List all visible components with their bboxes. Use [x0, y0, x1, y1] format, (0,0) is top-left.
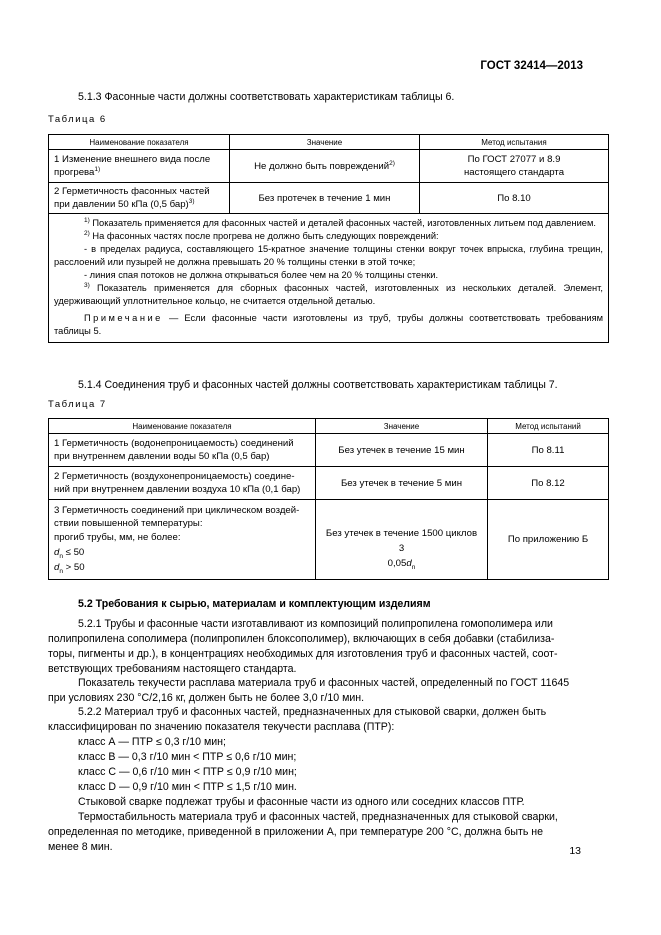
cell-line: 3 — [398, 543, 405, 554]
text-line: полипропилена сополимера (полипропилен блоксополимер), включающих в себя добавки (стабилиза- — [48, 633, 555, 645]
text-line: торы, пигменты и др.), в концентрациях необходимых для изготовления труб и фасонных частей, соот- — [48, 648, 558, 660]
cell-line: ствии повышенной температуры: — [54, 518, 203, 529]
footnote-text: Показатель применяется для сборных фасонных частей, изготовленных из нескольких деталей. Элемент, удерживающий уплотнительное кольцо, не считается отдельной деталью. — [54, 283, 603, 306]
table-cell-value — [230, 150, 420, 183]
cell-line: настоящего стандарта — [463, 167, 565, 178]
text-line: Термостабильность материала труб и фасонных частей, предназначенных для стыковой сварки, — [78, 811, 558, 823]
table-6-remark — [54, 312, 603, 338]
table-cell-name — [49, 183, 230, 214]
footnote-mark: 2) — [389, 159, 395, 167]
footnote-mark: 1) — [94, 165, 101, 173]
table-7-header-value: Значение — [316, 419, 488, 434]
footnote-text: Показатель применяется для фасонных частей и деталей фасонных частей, изготовленных литьем под давлением. — [89, 218, 596, 228]
cell-line — [54, 198, 224, 211]
thermostability-paragraph — [48, 810, 610, 855]
table-cell-value: Без утечек в течение 5 мин — [316, 467, 488, 500]
cell-line: 1 Изменение внешнего вида после — [54, 154, 211, 165]
diameter-subscript: n — [59, 552, 63, 560]
text-line: 5.2.1 Трубы и фасонные части изготавливают из композиций полипропилена гомополимера или — [78, 618, 553, 630]
table-6-header-method: Метод испытания — [420, 135, 609, 150]
remark-text: — Если фасонные части изготовлены из труб, трубы должны соответствовать требованиям таблицы 5. — [54, 313, 603, 336]
list-item: класс В — 0,3 г/10 мин < ПТР ≤ 0,6 г/10 мин; — [78, 751, 297, 763]
footnote-mark: 3) — [188, 197, 195, 205]
clause-5-1-4: 5.1.4 Соединения труб и фасонных частей должны соответствовать характеристикам таблицы 7. — [78, 379, 558, 391]
list-item: класс А — ПТР ≤ 0,3 г/10 мин; — [78, 736, 226, 748]
table-row — [49, 150, 609, 183]
cell-line: прогиб трубы, мм, не более: — [54, 532, 181, 543]
text-line: при условиях 230 °С/2,16 кг, должен быть не более 3,0 г/10 мин. — [48, 692, 365, 704]
cell-line — [321, 556, 482, 571]
cell-line: 3 Герметичность соединений при циклическом воздей- — [54, 505, 300, 516]
cell-line: при внутреннем давлении воды 50 кПа (0,5 бар) — [54, 451, 270, 462]
section-5-2-heading: 5.2 Требования к сырью, материалам и комплектующим изделиям — [78, 598, 431, 610]
cell-text: при давлении 50 кПа (0,5 бар) — [54, 199, 189, 210]
table-row — [49, 467, 609, 500]
document-id-header: ГОСТ 32414—2013 — [480, 60, 583, 72]
cell-line: 2 Герметичность фасонных частей — [54, 186, 210, 197]
table-cell-method — [420, 150, 609, 183]
footnote-mark: 2) — [84, 229, 90, 237]
cell-line — [54, 545, 310, 560]
table-7-header-name: Наименование показателя — [49, 419, 316, 434]
footnote-1 — [54, 217, 603, 230]
footnote-3 — [54, 282, 603, 308]
text-line: Показатель текучести расплава материала труб и фасонных частей, определенный по ГОСТ 11645 — [78, 677, 570, 689]
text-line: ветствующих требованиям настоящего стандарта. — [48, 663, 297, 675]
table-row — [49, 500, 609, 580]
ptr-classes-list — [78, 735, 297, 795]
table-6 — [48, 134, 609, 343]
table-cell-value: Без утечек в течение 15 мин — [316, 434, 488, 467]
diameter-subscript: n — [411, 563, 416, 571]
table-6-notes — [49, 214, 609, 343]
cell-text: ≤ 50 — [62, 547, 85, 558]
table-6-caption: Таблица 6 — [48, 114, 107, 125]
cell-text: прогрева — [54, 167, 95, 178]
table-cell-method: По 8.11 — [488, 434, 609, 467]
cell-text: Не должно быть повреждений — [254, 160, 390, 172]
footnote-2-item-1: - в пределах радиуса, составляющего 15-кратное значение толщины стенки вокруг точек впрыска, глубина трещин, расслоений или пузырей не должна превышать 20 % толщины стенки в этой точке; — [54, 244, 603, 267]
diameter-symbol: d — [54, 562, 60, 573]
butt-welding-paragraph: Стыковой сварке подлежат трубы и фасонные части из одного или соседних классов ПТР. — [78, 796, 525, 808]
cell-line: ний при внутреннем давлении воздуха 10 кПа (0,1 бар) — [54, 484, 301, 495]
text-line: 5.2.2 Материал труб и фасонных частей, предназначенных для стыковой сварки, должен быть — [78, 706, 547, 718]
footnote-text: На фасонных частях после прогрева не должно быть следующих повреждений: — [89, 231, 439, 241]
clause-5-2-1 — [48, 617, 610, 677]
table-cell-method: По приложению Б — [488, 500, 609, 580]
table-6-header-row — [49, 135, 609, 150]
table-cell-name — [49, 150, 230, 183]
cell-text: 0,05 — [387, 558, 407, 569]
table-row — [49, 434, 609, 467]
text-line: определенная по методике, приведенной в приложении А, при температуре 200 °С, должна быть не — [48, 826, 544, 838]
footnote-mark: 3) — [84, 281, 90, 289]
remark-label: Примечание — [84, 313, 163, 323]
list-item: класс С — 0,6 г/10 мин < ПТР ≤ 0,9 г/10 мин; — [78, 766, 297, 778]
cell-line — [54, 560, 310, 575]
cell-line: По ГОСТ 27077 и 8.9 — [467, 154, 561, 165]
table-6-header-name: Наименование показателя — [49, 135, 230, 150]
table-7 — [48, 418, 609, 580]
text-line: менее 8 мин. — [48, 841, 113, 853]
table-7-header-row — [49, 419, 609, 434]
table-cell-method: По 8.12 — [488, 467, 609, 500]
table-6-notes-row — [49, 214, 609, 343]
page-number: 13 — [569, 845, 581, 857]
diameter-symbol: d — [54, 547, 60, 558]
clause-5-1-3: 5.1.3 Фасонные части должны соответствовать характеристикам таблицы 6. — [78, 91, 455, 103]
table-cell-method: По 8.10 — [420, 183, 609, 214]
table-7-caption: Таблица 7 — [48, 399, 107, 410]
cell-text: > 50 — [62, 562, 85, 573]
footnote-2-item-2: - линия спая потоков не должна открываться более чем на 20 % толщины стенки. — [84, 270, 439, 280]
melt-flow-paragraph — [48, 676, 610, 706]
cell-line: 2 Герметичность (воздухонепроницаемость) соедине- — [54, 471, 295, 482]
table-cell-value — [316, 500, 488, 580]
table-cell-value: Без протечек в течение 1 мин — [230, 183, 420, 214]
cell-line: 1 Герметичность (водонепроницаемость) соединений — [54, 438, 294, 449]
clause-5-2-2 — [48, 705, 610, 735]
table-6-header-value: Значение — [230, 135, 420, 150]
table-cell-name — [49, 500, 316, 580]
cell-line — [54, 166, 224, 179]
cell-line: Без утечек в течение 1500 циклов — [325, 528, 478, 539]
footnote-mark: 1) — [84, 216, 90, 224]
footnote-2 — [54, 230, 603, 243]
table-cell-name — [49, 467, 316, 500]
table-row — [49, 183, 609, 214]
table-7-header-method: Метод испытаний — [488, 419, 609, 434]
diameter-symbol: d — [406, 558, 412, 569]
list-item: класс D — 0,9 г/10 мин < ПТР ≤ 1,5 г/10 мин. — [78, 781, 297, 793]
text-line: классифицирован по значению показателя текучести расплава (ПТР): — [48, 721, 395, 733]
table-cell-name — [49, 434, 316, 467]
diameter-subscript: n — [59, 567, 63, 575]
